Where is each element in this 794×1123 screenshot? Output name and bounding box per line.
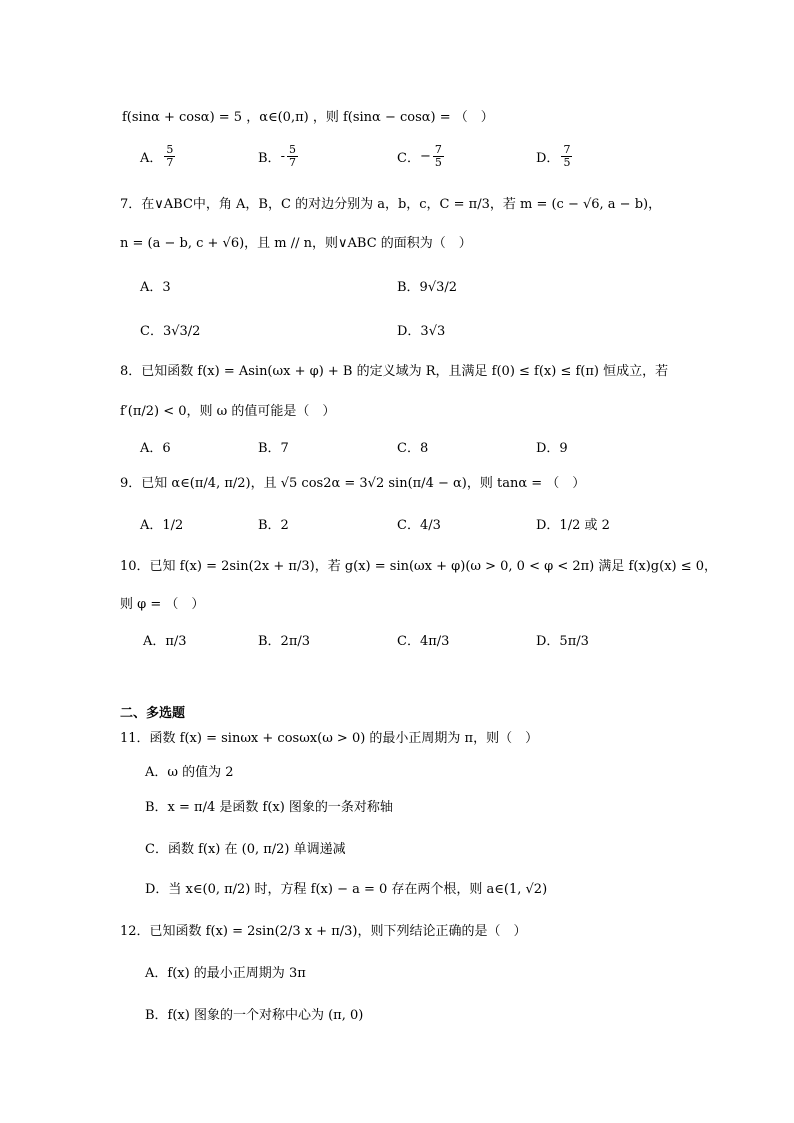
- q9-option-c: C．4/3: [397, 518, 441, 533]
- q9-option-d: D．1/2 或 2: [536, 518, 610, 533]
- q10-line1: 10．已知 f(x) = 2sin(2x + π/3)，若 g(x) = sin(ωx + φ)(ω > 0, 0 < φ < 2π) 满足 f(x)g(x) ≤ 0，: [120, 559, 718, 574]
- q12-option-b: B．f(x) 图象的一个对称中心为 (π, 0): [145, 1008, 364, 1023]
- q11-option-b: B．x = π/4 是函数 f(x) 图象的一条对称轴: [145, 800, 393, 815]
- q8-option-d: D．9: [536, 441, 568, 456]
- q7-option-d: D．3√3: [397, 324, 446, 339]
- q10-line2: 则 φ = （ ）: [120, 597, 205, 612]
- q8-line1: 8．已知函数 f(x) = Asin(ωx + φ) + B 的定义域为 R，且满足 f(0) ≤ f(x) ≤ f(π) 恒成立，若: [120, 364, 669, 379]
- q9-option-a: A．1/2: [140, 518, 184, 533]
- q8-line2: f′(π/2) < 0，则 ω 的值可能是（ ）: [120, 404, 336, 419]
- q10-option-b: B．2π/3: [258, 634, 311, 649]
- q7-option-b: B．9√3/2: [397, 280, 458, 295]
- section-heading: 二、多选题: [120, 706, 186, 721]
- q8-option-c: C．8: [397, 441, 429, 456]
- q6-stem: f(sinα + cosα) = 5 ，α∈(0,π) ，则 f(sinα − cosα) = （ ）: [122, 110, 494, 125]
- q9-line1: 9．已知 α∈(π/4, π/2)，且 √5 cos2α = 3√2 sin(π/4 − α)，则 tanα = （ ）: [120, 476, 586, 491]
- q6-option-d: D． $\frac{7}{5}$: [536, 143, 571, 169]
- q6-option-a: A． $\frac{5}{7}$: [140, 143, 174, 169]
- q7-line2: n = (a − b, c + √6)，且 m // n，则∨ABC 的面积为（ ）: [120, 236, 472, 251]
- q9-option-b: B．2: [258, 518, 289, 533]
- q7-line1: 7．在∨ABC中，角 A，B，C 的对边分别为 a，b，c，C = π/3，若 m = (c − √6, a − b)，: [120, 197, 662, 212]
- q10-option-c: C．4π/3: [397, 634, 450, 649]
- q11-option-a: A．ω 的值为 2: [145, 765, 234, 780]
- q10-option-a: A．π/3: [143, 634, 187, 649]
- q6-option-c: C． − $\frac{7}{5}$: [397, 143, 442, 169]
- q10-option-d: D．5π/3: [536, 634, 589, 649]
- q7-option-a: A．3: [140, 280, 171, 295]
- q8-option-a: A．6: [140, 441, 171, 456]
- q11-stem: 11．函数 f(x) = sinωx + cosωx(ω > 0) 的最小正周期为 π，则（ ）: [120, 731, 539, 746]
- q12-option-a: A．f(x) 的最小正周期为 3π: [145, 966, 306, 981]
- q7-option-c: C．3√3/2: [140, 324, 201, 339]
- q12-stem: 12．已知函数 f(x) = 2sin(2/3 x + π/3)，则下列结论正确的是（ ）: [120, 924, 527, 939]
- q8-option-b: B．7: [258, 441, 289, 456]
- q11-option-c: C．函数 f(x) 在 (0, π/2) 单调递减: [145, 842, 346, 857]
- q11-option-d: D．当 x∈(0, π/2) 时，方程 f(x) − a = 0 存在两个根，则 a∈(1, √2): [145, 882, 548, 897]
- q6-option-b: B． - $\frac{5}{7}$: [258, 143, 296, 169]
